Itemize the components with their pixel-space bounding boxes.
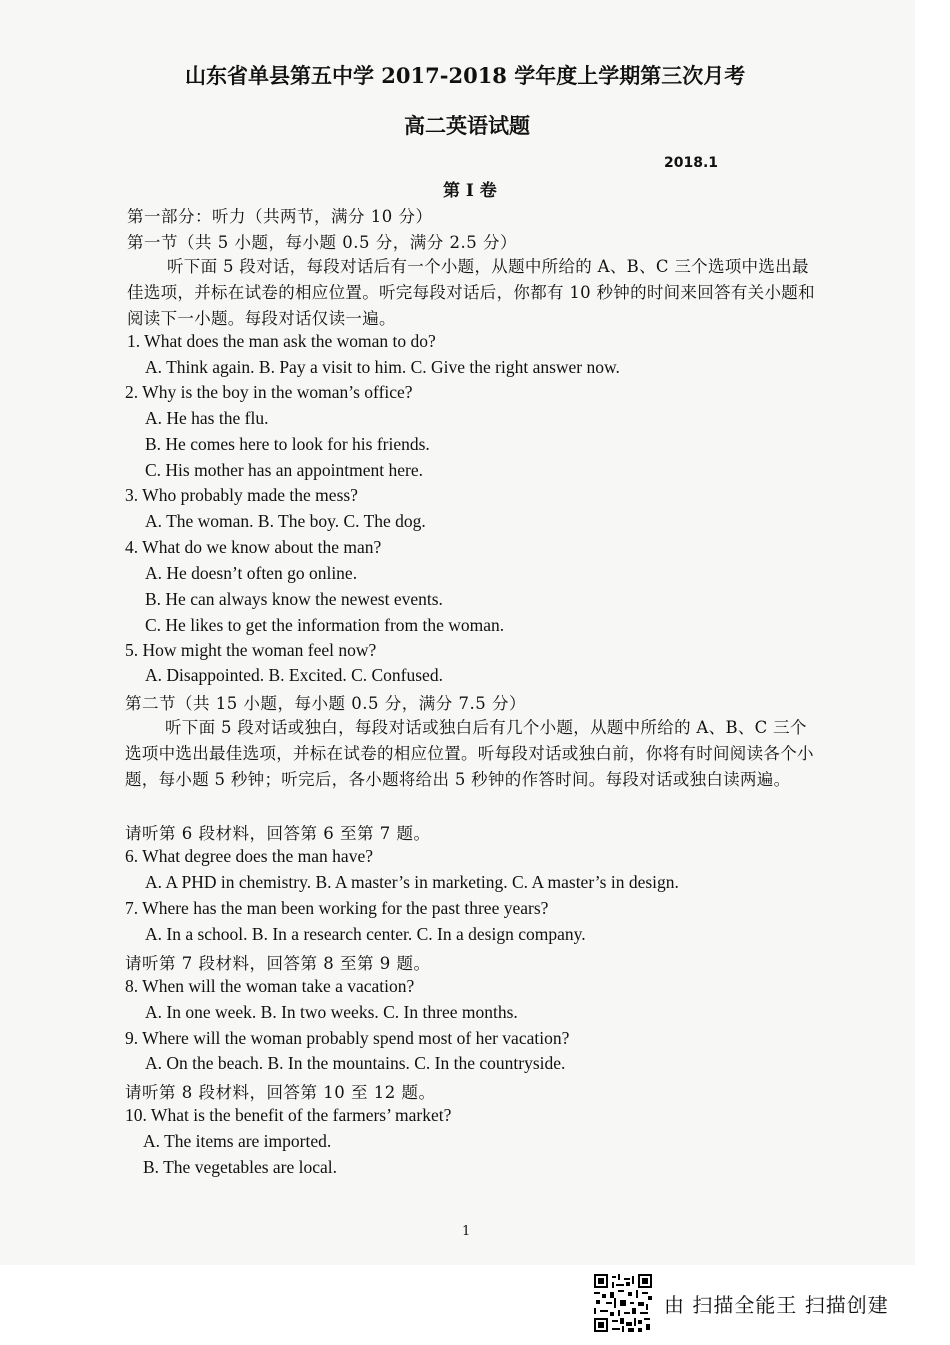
- q10-stem: 10. What is the benefit of the farmers’ market?: [125, 1105, 452, 1125]
- q4-option-b: B. He can always know the newest events.: [145, 589, 443, 609]
- q9-options: A. On the beach. B. In the mountains. C. In the countryside.: [145, 1053, 566, 1073]
- section1-heading: 第一节（共 5 小题，每小题 0.5 分，满分 2.5 分）: [127, 233, 517, 252]
- scanner-watermark: [594, 1273, 934, 1333]
- q8-options: A. In one week. B. In two weeks. C. In three months.: [145, 1002, 518, 1022]
- q5-stem: 5. How might the woman feel now?: [125, 640, 377, 660]
- q7-stem: 7. Where has the man been working for the past three years?: [125, 898, 549, 918]
- page-number: 1: [462, 1224, 471, 1239]
- q8-stem: 8. When will the woman take a vacation?: [125, 976, 415, 996]
- q4-option-c: C. He likes to get the information from the woman.: [145, 615, 505, 635]
- q2-option-a: A. He has the flu.: [145, 408, 269, 428]
- material8-note: 请听第 8 段材料，回答第 10 至 12 题。: [125, 1083, 436, 1102]
- q10-option-a: A. The items are imported.: [143, 1131, 332, 1151]
- q2-option-c: C. His mother has an appointment here.: [145, 460, 423, 480]
- q10-option-b: B. The vegetables are local.: [143, 1157, 338, 1177]
- q1-stem: 1. What does the man ask the woman to do?: [127, 331, 436, 351]
- exam-date: 2018.1: [664, 155, 719, 171]
- q5-options: A. Disappointed. B. Excited. C. Confused.: [145, 665, 443, 685]
- material6-note: 请听第 6 段材料，回答第 6 至第 7 题。: [125, 824, 431, 843]
- volume-heading: 第 I 卷: [443, 181, 497, 201]
- scanner-watermark-text: 由 扫描全能王 扫描创建: [664, 1292, 889, 1317]
- q2-stem: 2. Why is the boy in the woman’s office?: [125, 382, 413, 402]
- q1-options: A. Think again. B. Pay a visit to him. C. Give the right answer now.: [145, 357, 620, 377]
- section2-instructions: 听下面 5 段对话或独白，每段对话或独白后有几个小题，从题中所给的 A、B、C 三个选项中选出最佳选项，并标在试卷的相应位置。听每段对话或独白前，你将有时间阅读各个小题，每小题 5 秒钟；听完后，各小题将给出 5 秒钟的作答时间。每段对话或独白读两遍。: [125, 718, 814, 789]
- q6-options: A. A PHD in chemistry. B. A master’s in marketing. C. A master’s in design.: [145, 872, 679, 892]
- exam-title: 山东省单县第五中学 2017-2018 学年度上学期第三次月考: [185, 63, 746, 88]
- q2-option-b: B. He comes here to look for his friends.: [145, 434, 430, 454]
- exam-subtitle: 高二英语试题: [404, 113, 530, 138]
- q3-stem: 3. Who probably made the mess?: [125, 485, 358, 505]
- q3-options: A. The woman. B. The boy. C. The dog.: [145, 511, 426, 531]
- section1-instructions: 听下面 5 段对话，每段对话后有一个小题，从题中所给的 A、B、C 三个选项中选出最佳选项，并标在试卷的相应位置。听完每段对话后，你都有 10 秒钟的时间来回答有关小题和阅读下一小题。每段对话仅读一遍。: [127, 257, 815, 328]
- q4-option-a: A. He doesn’t often go online.: [145, 563, 358, 583]
- material7-note: 请听第 7 段材料，回答第 8 至第 9 题。: [125, 954, 431, 973]
- part1-heading: 第一部分：听力（共两节，满分 10 分）: [127, 207, 433, 226]
- q4-stem: 4. What do we know about the man?: [125, 537, 382, 557]
- q9-stem: 9. Where will the woman probably spend most of her vacation?: [125, 1028, 570, 1048]
- section2-heading: 第二节（共 15 小题，每小题 0.5 分，满分 7.5 分）: [125, 694, 526, 713]
- q6-stem: 6. What degree does the man have?: [125, 846, 373, 866]
- qr-code-icon: [594, 1274, 652, 1332]
- q7-options: A. In a school. B. In a research center. C. In a design company.: [145, 924, 586, 944]
